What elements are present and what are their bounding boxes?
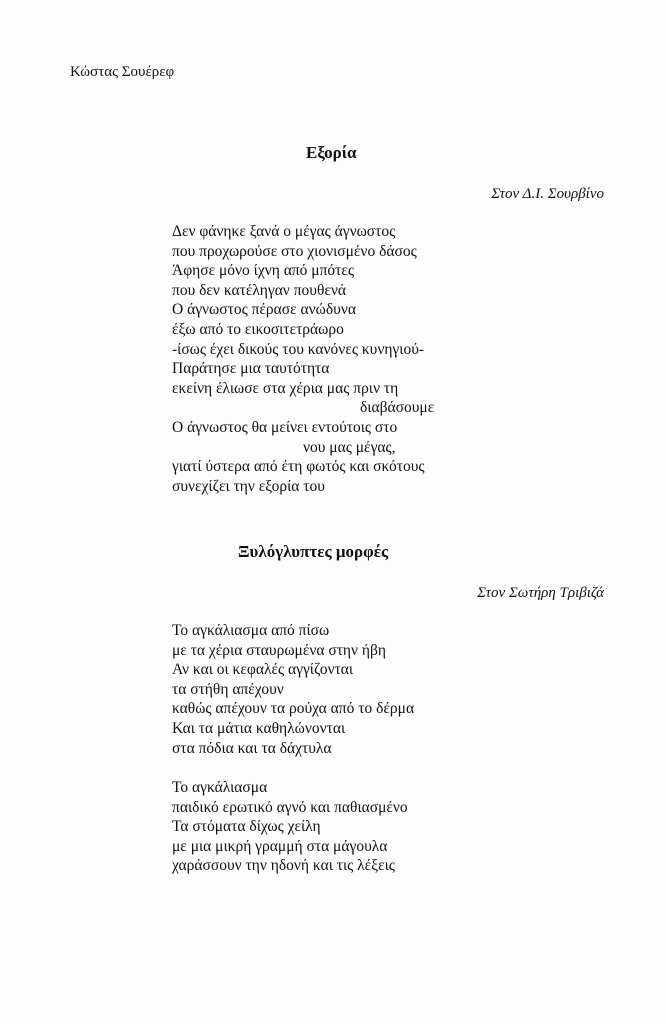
poem-line: με μια μικρή γραμμή στα μάγουλα bbox=[172, 837, 388, 855]
poem-line: Αν και οι κεφαλές αγγίζονται bbox=[172, 661, 354, 679]
poem-line: Και τα μάτια καθηλώνονται bbox=[172, 719, 346, 737]
poem-line: Το αγκάλιασμα από πίσω bbox=[172, 622, 330, 639]
poem-line: έξω από το εικοσιτετράωρο bbox=[172, 320, 344, 338]
author-name: Κώστας Σουέρεφ bbox=[70, 64, 175, 80]
poem-line: -ίσως έχει δικούς του κανόνες κυνηγιού- bbox=[172, 340, 425, 358]
poem-line: συνεχίζει την εξορία του bbox=[172, 477, 325, 495]
poem-line: που προχωρούσε στο χιονισμένο δάσος bbox=[172, 242, 417, 260]
poem-line: νου μας μέγας, bbox=[303, 438, 396, 456]
poem-line: που δεν κατέληγαν πουθενά bbox=[172, 281, 347, 299]
poem-line: Ο άγνωστος πέρασε ανώδυνα bbox=[172, 301, 356, 319]
poem-line: χαράσσουν την ηδονή και τις λέξεις bbox=[172, 857, 395, 875]
poem-line: τα στήθη απέχουν bbox=[172, 680, 284, 698]
poem-line: με τα χέρια σταυρωμένα στην ήβη bbox=[172, 641, 387, 659]
poem-title-exoria: Εξορία bbox=[306, 143, 357, 162]
poem-line: Δεν φάνηκε ξανά ο μέγας άγνωστος bbox=[172, 223, 396, 240]
poem-line: γιατί ύστερα από έτη φωτός και σκότους bbox=[172, 458, 425, 476]
poem-line: διαβάσουμε bbox=[360, 399, 435, 417]
poem-line: καθώς απέχουν τα ρούχα από το δέρμα bbox=[172, 700, 415, 718]
poem-line: Άφησε μόνο ίχνη από μπότες bbox=[172, 262, 355, 280]
poem-dedication-exoria: Στον Δ.Ι. Σουρβίνο bbox=[491, 186, 604, 202]
poem-line: στα πόδια και τα δάχτυλα bbox=[172, 739, 332, 757]
poem-title-xyloglyptes: Ξυλόγλυπτες μορφές bbox=[238, 542, 389, 561]
poem-stanza-xyloglyptes-2 bbox=[172, 778, 408, 876]
poem-stanza-xyloglyptes-1 bbox=[172, 621, 414, 758]
poem-line: Ο άγνωστος θα μείνει εντούτοις στο bbox=[172, 418, 398, 436]
poem-line: παιδικό ερωτικό αγνό και παθιασμένο bbox=[172, 798, 408, 816]
poem-line: εκείνη έλιωσε στα χέρια μας πριν τη bbox=[172, 379, 399, 397]
poem-line: Το αγκάλιασμα bbox=[172, 779, 268, 796]
poem-dedication-xyloglyptes: Στον Σωτήρη Τριβιζά bbox=[477, 585, 604, 601]
poem-line: Τα στόματα δίχως χείλη bbox=[172, 818, 321, 836]
poem-stanza-exoria-1 bbox=[172, 222, 434, 496]
poem-line: Παράτησε μια ταυτότητα bbox=[172, 360, 330, 378]
